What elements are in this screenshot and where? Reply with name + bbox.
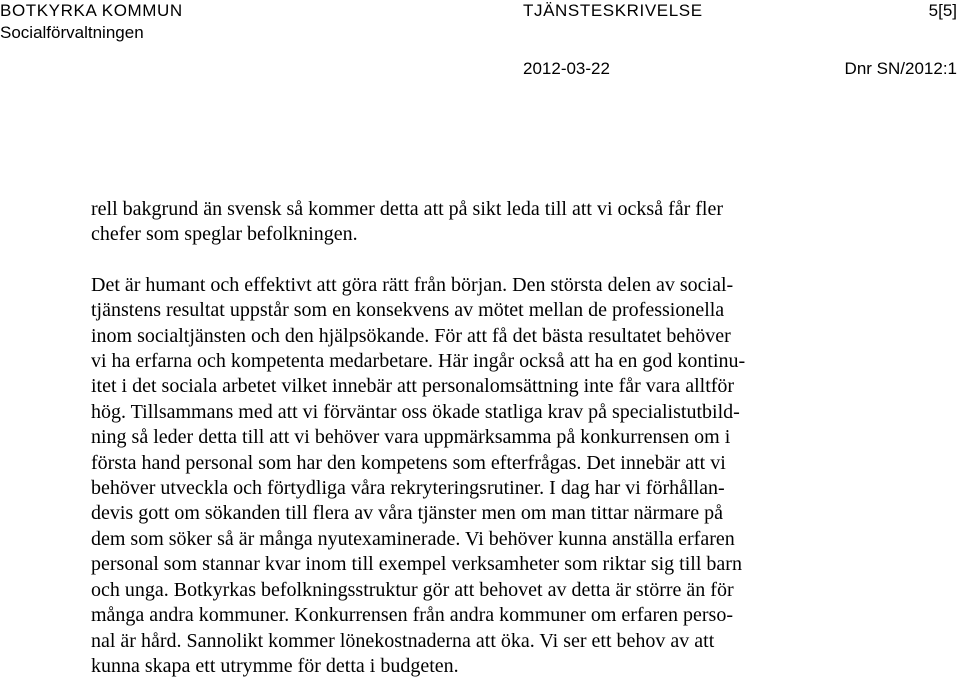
page-number: 5[5]	[928, 1, 957, 20]
text-line: Det är humant och effektivt att göra rätt från början. Den största delen av social-	[91, 273, 734, 296]
text-line: vi ha erfarna och kompetenta medarbetare. Här ingår också att ha en god kontinu-	[91, 350, 746, 373]
text-line: inom socialtjänsten och den hjälpsökande. För att få det bästa resultatet behöver	[91, 324, 731, 347]
text-line: dem som söker så är många nyutexaminerade. Vi behöver kunna anställa erfaren	[91, 527, 735, 550]
text-line: devis gott om sökanden till flera av våra tjänster men om man tittar närmare på	[91, 502, 724, 525]
paragraph	[91, 273, 951, 680]
text-line: behöver utveckla och förtydliga våra rekryteringsrutiner. I dag har vi förhållan-	[91, 477, 725, 500]
document-body	[91, 197, 951, 679]
text-line: ning så leder detta till att vi behöver vara uppmärksamma på konkurrensen om i	[91, 426, 731, 449]
reference-number: Dnr SN/2012:1	[844, 59, 957, 78]
department-name: Socialförvaltningen	[0, 23, 144, 42]
organization-name: BOTKYRKA KOMMUN	[0, 1, 183, 20]
document-date: 2012-03-22	[523, 59, 610, 78]
paragraph	[91, 197, 951, 248]
document-type: TJÄNSTESKRIVELSE	[523, 1, 703, 20]
text-line: kunna skapa ett utrymme för detta i budgeten.	[91, 654, 459, 677]
text-line: personal som stannar kvar inom till exempel verksamheter som riktar sig till barn	[91, 553, 742, 576]
text-line: hög. Tillsammans med att vi förväntar oss ökade statliga krav på specialistutbild-	[91, 400, 740, 423]
text-line: många andra kommuner. Konkurrensen från andra kommuner om erfaren perso-	[91, 604, 733, 627]
text-line: chefer som speglar befolkningen.	[91, 223, 358, 246]
text-line: nal är hård. Sannolikt kommer lönekostnaderna att öka. Vi ser ett behov av att	[91, 629, 715, 652]
text-line: rell bakgrund än svensk så kommer detta att på sikt leda till att vi också får fler	[91, 198, 724, 220]
text-line: itet i det sociala arbetet vilket innebär att personalomsättning inte får vara alltför	[91, 375, 735, 398]
text-line: och unga. Botkyrkas befolkningsstruktur gör att behovet av detta är större än för	[91, 578, 734, 601]
text-line: första hand personal som har den kompetens som efterfrågas. Det innebär att vi	[91, 451, 726, 474]
text-line: tjänstens resultat uppstår som en konsekvens av mötet mellan de professionella	[91, 299, 725, 322]
